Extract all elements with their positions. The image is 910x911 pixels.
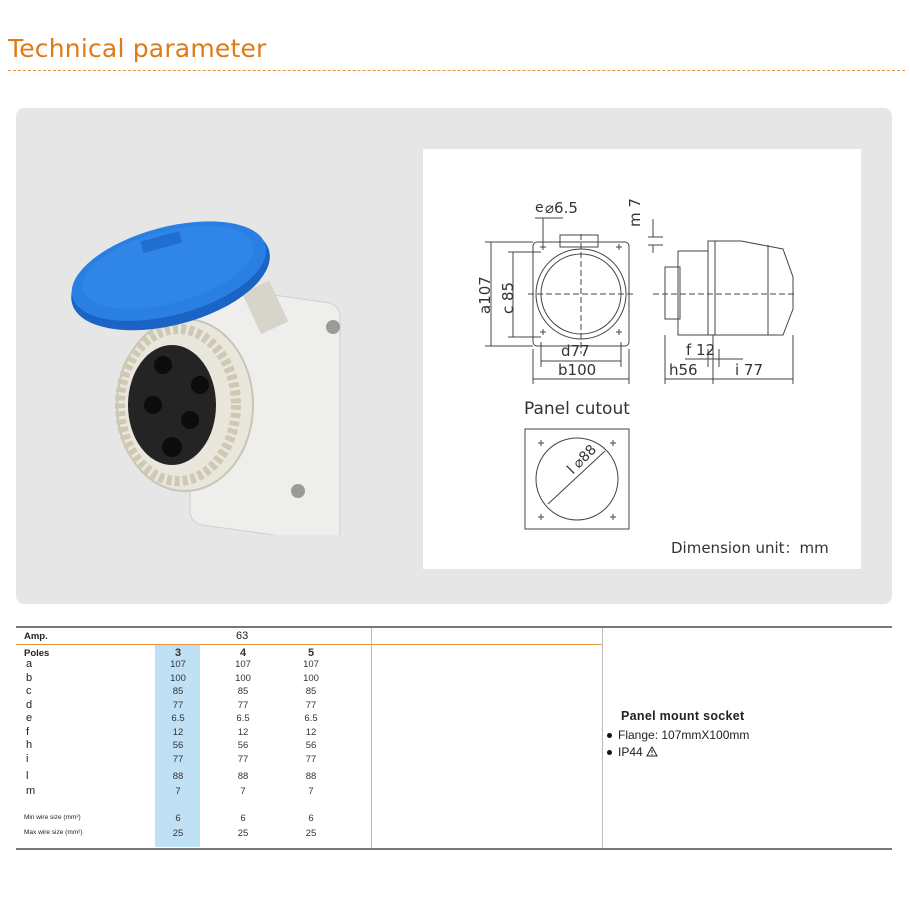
title-divider (8, 70, 905, 71)
dim-label-e: e (535, 200, 544, 216)
dimension-drawing (423, 149, 861, 569)
product-image (60, 215, 370, 535)
row-label: d (26, 699, 33, 711)
cell: 25 (305, 828, 317, 839)
cell: 77 (305, 754, 317, 765)
cell: 77 (172, 754, 184, 765)
dim-label-a107: a107 (476, 276, 494, 314)
dim-label-i77: i 77 (735, 361, 764, 379)
socket-pin (181, 411, 199, 429)
max-wire-label: Max wire size (mm²) (24, 829, 83, 836)
row-label: m (26, 785, 36, 797)
cell: 85 (172, 686, 184, 697)
pole-header-3: 3 (174, 647, 182, 659)
socket-pin (154, 356, 172, 374)
cell: 107 (235, 659, 251, 670)
min-wire-label: Min wire size (mm²) (24, 814, 81, 821)
spec-table (16, 626, 892, 848)
cell: 12 (172, 727, 184, 738)
cell: 7 (308, 786, 314, 797)
poles-label: Poles (24, 648, 50, 659)
row-label: l (26, 770, 29, 782)
pole-header-5: 5 (307, 647, 315, 659)
panel-cutout-label: Panel cutout (524, 399, 630, 419)
cell: 6 (240, 813, 246, 824)
cell: 12 (305, 727, 317, 738)
cell: 6.5 (171, 713, 185, 724)
dim-label-phi65: ⌀6.5 (545, 199, 578, 217)
cell: 56 (305, 740, 317, 751)
cell: 88 (305, 771, 317, 782)
socket-pin (162, 437, 182, 457)
bullet-icon (607, 733, 612, 738)
product-description-title: Panel mount socket (621, 709, 745, 723)
table-top-rule (16, 626, 892, 628)
cell: 85 (237, 686, 249, 697)
dimension-unit: Dimension unit：mm (671, 539, 829, 557)
cell: 6.5 (304, 713, 318, 724)
cell: 25 (237, 828, 249, 839)
dim-label-phi88: l ⌀88 (564, 441, 601, 478)
dim-label-b100: b100 (558, 361, 597, 379)
amp-value: 63 (236, 630, 249, 642)
cell: 77 (237, 700, 249, 711)
dim-label-c85: c 85 (499, 281, 517, 314)
description-item (607, 728, 749, 742)
cell: 77 (305, 700, 317, 711)
cell: 85 (305, 686, 317, 697)
description-text: Flange: 107mmX100mm (618, 728, 750, 742)
dim-label-f12: f 12 (686, 341, 716, 359)
cell: 7 (240, 786, 246, 797)
flange-screw-hole (326, 320, 340, 334)
page-title: Technical parameter (8, 34, 267, 63)
socket-pin (144, 396, 162, 414)
dim-label-d77: d77 (561, 342, 590, 360)
table-divider (371, 628, 372, 848)
cell: 107 (303, 659, 319, 670)
bullet-icon (607, 750, 612, 755)
row-label: e (26, 712, 33, 724)
row-label: c (26, 685, 32, 697)
table-divider (602, 628, 603, 848)
row-label: h (26, 739, 33, 751)
description-item (607, 745, 658, 759)
table-header-rule (16, 644, 602, 645)
flange-screw-hole (291, 484, 305, 498)
row-label: i (26, 753, 29, 765)
cell: 7 (175, 786, 181, 797)
table-bottom-rule (16, 848, 892, 850)
cell: 6 (308, 813, 314, 824)
cell: 12 (237, 727, 249, 738)
cell: 56 (237, 740, 249, 751)
pole-header-4: 4 (239, 647, 247, 659)
cell: 88 (172, 771, 184, 782)
cell: 56 (172, 740, 184, 751)
cell: 6.5 (236, 713, 250, 724)
row-label: f (26, 726, 30, 738)
cell: 6 (175, 813, 181, 824)
dim-label-m7: m 7 (626, 198, 644, 227)
cell: 88 (237, 771, 249, 782)
row-label: b (26, 672, 33, 684)
cell: 100 (170, 673, 186, 684)
description-text: IP44 (618, 745, 647, 759)
cell: 100 (303, 673, 319, 684)
cell: 77 (237, 754, 249, 765)
cell: 77 (172, 700, 184, 711)
cell: 107 (170, 659, 186, 670)
warning-icon (646, 746, 658, 757)
row-label: a (26, 658, 33, 670)
dim-label-h56: h56 (669, 361, 698, 379)
socket-pin (191, 376, 209, 394)
cell: 25 (172, 828, 184, 839)
cell: 100 (235, 673, 251, 684)
amp-label: Amp. (24, 631, 48, 642)
